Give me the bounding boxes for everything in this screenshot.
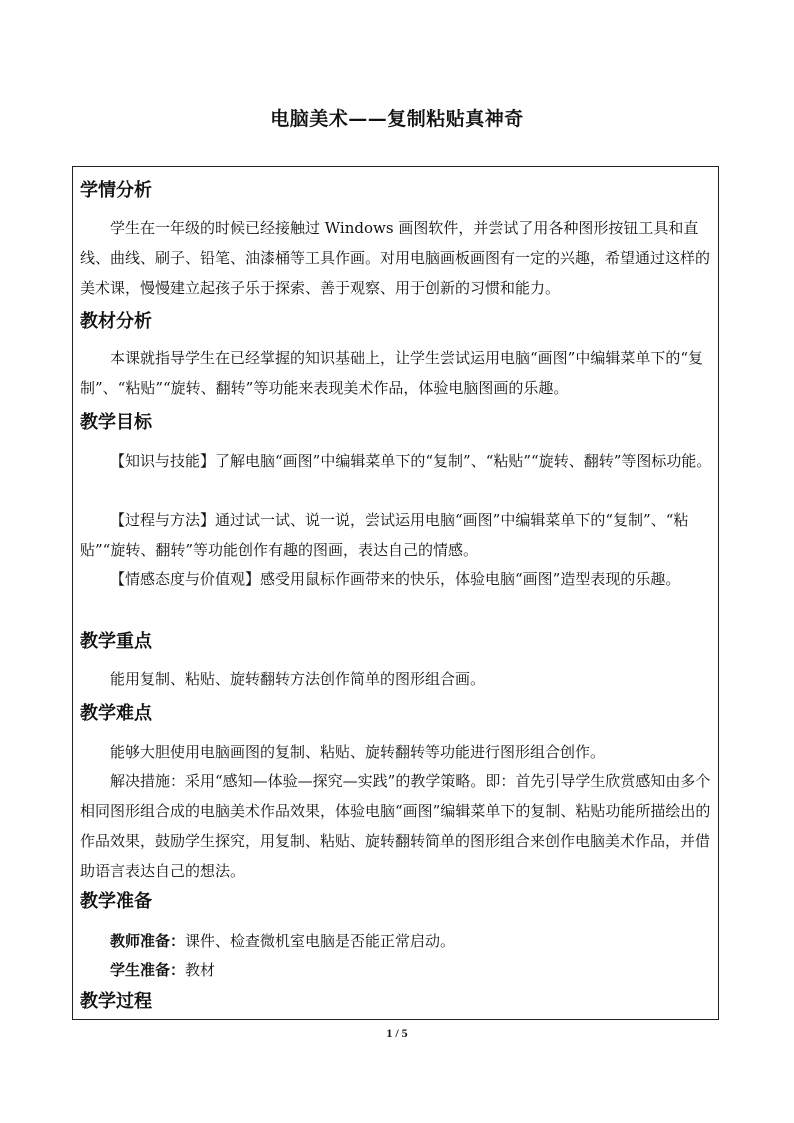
- objective-process-label: 【过程与方法】: [110, 511, 216, 529]
- heading-xueqing: 学情分析: [80, 180, 152, 201]
- paragraph-jiaocai: 本课就指导学生在已经掌握的知识基础上，让学生尝试运用电脑“画图”中编辑菜单下的“复制”、“粘贴”“旋转、翻转”等功能来表现美术作品，体验电脑图画的乐趣。: [80, 349, 704, 397]
- prep-teacher-text: 课件、检查微机室电脑是否能正常启动。: [185, 932, 456, 950]
- prep-teacher-label: 教师准备：: [110, 932, 186, 950]
- paragraph-zhongdian: 能用复制、粘贴、旋转翻转方法创作简单的图形组合画。: [110, 670, 486, 688]
- objective-process-text: 通过试一试、说一说，尝试运用电脑“画图”中编辑菜单下的“复制”、“粘贴”“旋转、翻转”等功能创作有趣的图画，表达自己的情感。: [80, 511, 689, 559]
- objective-emotion-text: 感受用鼠标作画带来的快乐，体验电脑“画图”造型表现的乐趣。: [260, 570, 681, 588]
- paragraph-solution: 解决措施：采用“感知—体验—探究—实践”的教学策略。即：首先引导学生欣赏感知由多个相同图形组合成的电脑美术作品效果，体验电脑“画图”编辑菜单下的复制、粘贴功能所描绘出的作品效果，鼓励学生探究，用复制、粘贴、旋转翻转简单的图形组合来创作电脑美术作品，并借助语言表达自己的想法。: [80, 772, 711, 880]
- objective-knowledge-text: 了解电脑“画图”中编辑菜单下的“复制”、“粘贴”“旋转、翻转”等图标功能。: [215, 452, 712, 470]
- heading-zhongdian: 教学重点: [80, 631, 152, 652]
- heading-mubiao: 教学目标: [80, 412, 152, 433]
- prep-student: [80, 955, 716, 985]
- prep-student-label: 学生准备：: [110, 961, 186, 979]
- heading-zhunbei: 教学准备: [80, 891, 152, 912]
- heading-guocheng: 教学过程: [80, 991, 152, 1012]
- document-title: 电脑美术——复制粘贴真神奇: [270, 108, 524, 130]
- objective-knowledge: [80, 446, 716, 476]
- objective-emotion: [80, 564, 716, 594]
- objective-process: [80, 505, 716, 565]
- objective-emotion-label: 【情感态度与价值观】: [110, 570, 261, 588]
- lesson-plan-table: [72, 166, 719, 1020]
- page-number: 1 / 5: [386, 1026, 408, 1040]
- prep-teacher: [80, 926, 716, 956]
- heading-nandian: 教学难点: [80, 703, 152, 724]
- objective-knowledge-label: 【知识与技能】: [110, 452, 216, 470]
- prep-student-text: 教材: [185, 961, 216, 979]
- paragraph-nandian: 能够大胆使用电脑画图的复制、粘贴、旋转翻转等功能进行图形组合创作。: [110, 743, 606, 761]
- paragraph-xueqing: 学生在一年级的时候已经接触过 Windows 画图软件，并尝试了用各种图形按钮工具和直线、曲线、刷子、铅笔、油漆桶等工具作画。对用电脑画板画图有一定的兴趣，希望通过这样的美术课，慢慢建立起孩子乐于探索、善于观察、用于创新的习惯和能力。: [80, 219, 711, 297]
- heading-jiaocai: 教材分析: [80, 311, 152, 332]
